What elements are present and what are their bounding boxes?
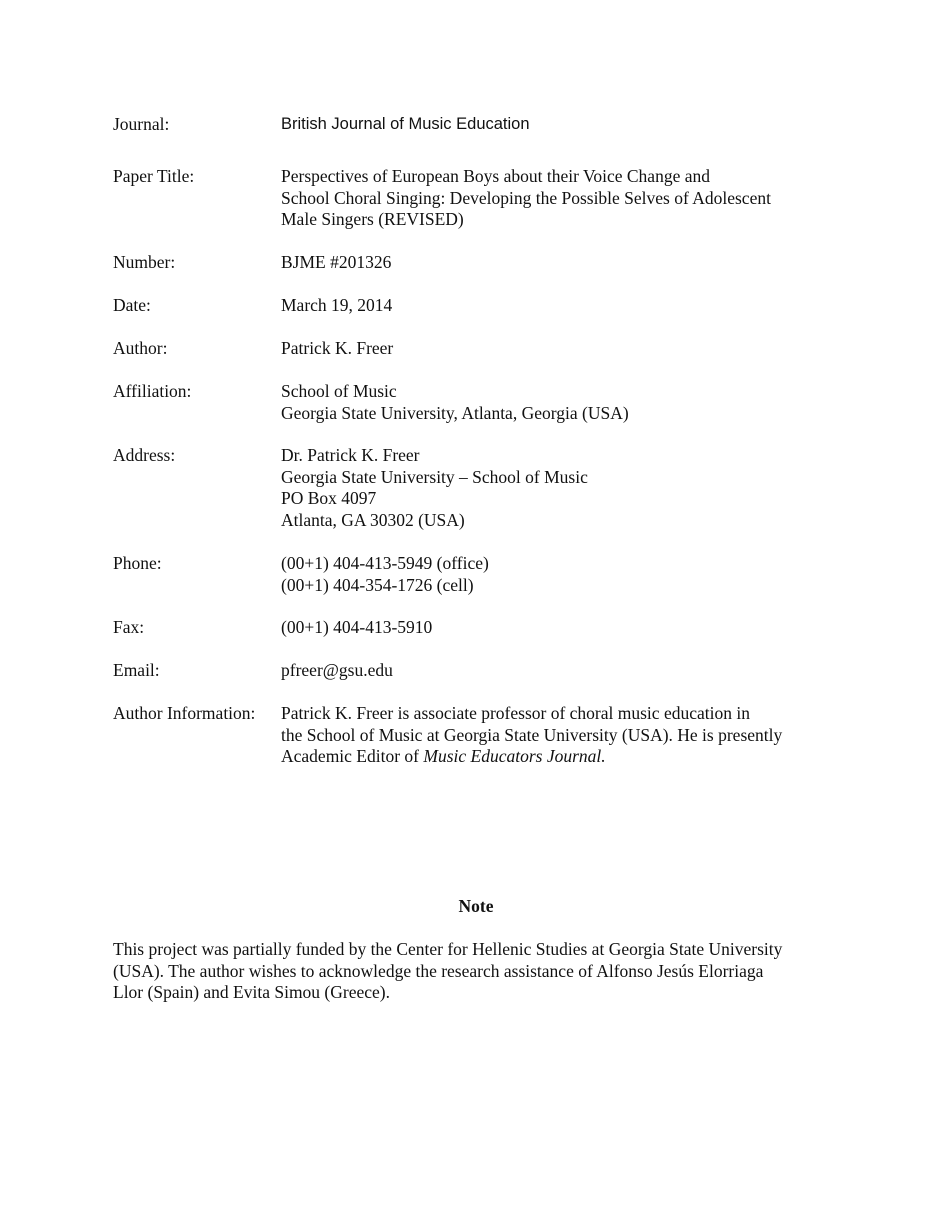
- paper-title-value: [281, 166, 841, 231]
- email-label: Email:: [113, 660, 160, 680]
- phone-line: (00+1) 404-354-1726 (cell): [281, 574, 474, 595]
- date-value: March 19, 2014: [281, 295, 393, 315]
- author-label: Author:: [113, 338, 168, 358]
- author-information-line: [281, 746, 841, 768]
- number-value: BJME #201326: [281, 252, 392, 272]
- address-label: Address:: [113, 445, 176, 465]
- phone-value: [281, 553, 841, 596]
- note-line: (USA). The author wishes to acknowledge the research assistance of Alfonso Jesús Elorriaga: [113, 960, 764, 981]
- phone-line: (00+1) 404-413-5949 (office): [281, 553, 489, 573]
- author-information-label: Author Information:: [113, 703, 256, 723]
- note-body: [113, 939, 843, 1004]
- author-value: Patrick K. Freer: [281, 338, 394, 358]
- fax-value: (00+1) 404-413-5910: [281, 617, 433, 637]
- address-line: Dr. Patrick K. Freer: [281, 445, 420, 465]
- author-information-line: the School of Music at Georgia State University (USA). He is presently: [281, 724, 783, 745]
- author-information-value: [281, 703, 841, 768]
- fax-label: Fax:: [113, 617, 145, 637]
- note-heading: Note: [458, 896, 494, 916]
- address-line: PO Box 4097: [281, 488, 377, 508]
- affiliation-value: [281, 381, 841, 424]
- affiliation-label: Affiliation:: [113, 381, 192, 401]
- affiliation-line: Georgia State University, Atlanta, Georgia (USA): [281, 402, 629, 423]
- paper-title-line: Male Singers (REVISED): [281, 209, 464, 229]
- paper-title-line: School Choral Singing: Developing the Possible Selves of Adolescent: [281, 187, 771, 208]
- author-information-line-prefix: Academic Editor of: [281, 746, 424, 766]
- address-line: Georgia State University – School of Music: [281, 466, 588, 487]
- note-line: Llor (Spain) and Evita Simou (Greece).: [113, 982, 390, 1002]
- email-value: pfreer@gsu.edu: [281, 660, 393, 680]
- journal-label: Journal:: [113, 114, 170, 134]
- note-line: This project was partially funded by the Center for Hellenic Studies at Georgia State University: [113, 939, 783, 959]
- address-line: Atlanta, GA 30302 (USA): [281, 509, 465, 530]
- affiliation-line: School of Music: [281, 381, 397, 401]
- paper-title-label: Paper Title:: [113, 166, 195, 186]
- number-label: Number:: [113, 252, 176, 272]
- date-label: Date:: [113, 295, 151, 315]
- journal-value: British Journal of Music Education: [281, 115, 530, 133]
- paper-title-line: Perspectives of European Boys about their Voice Change and: [281, 166, 710, 186]
- journal-name-italic: Music Educators Journal.: [423, 746, 606, 766]
- phone-label: Phone:: [113, 553, 162, 573]
- author-information-line: Patrick K. Freer is associate professor of choral music education in: [281, 703, 750, 723]
- address-value: [281, 445, 841, 531]
